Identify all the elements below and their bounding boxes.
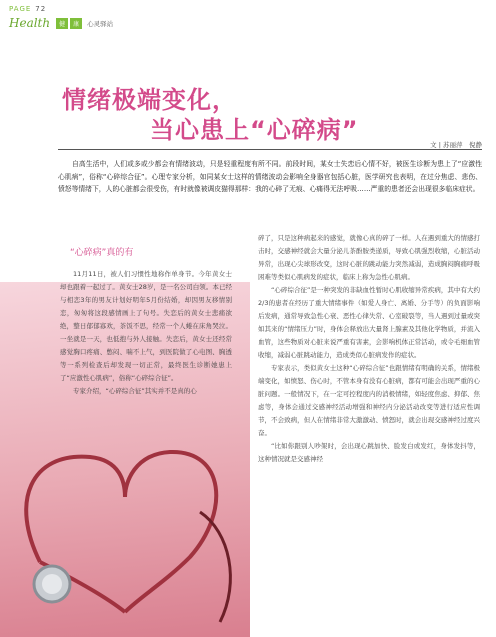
right-paragraph-4: “比如你跟别人吵架时，会出现心跳加快、脸发白或发红，身体发抖等，这种情况就是交感神经 — [258, 442, 480, 463]
page-number: 72 — [35, 5, 47, 13]
right-column — [258, 232, 480, 466]
section-en-title: Health — [9, 16, 51, 30]
subheading: “心碎病”真的有 — [70, 248, 134, 258]
byline: 文 | 苏丽萍 倪静 — [430, 141, 482, 149]
article-title-line-2: 当心患上“心碎病” — [150, 116, 359, 144]
intro-paragraph: 自高生活中，人们或多或少都会有情绪波动，只是轻重程度有所不同。前段时间，某女士失恋后心情不好，被医生诊断为患上了“应激性心肌病”，俗称“心碎综合征”。心理专家分析，如同某女士这样的情绪波动会影响全身器官包括心脏，医学研究也表明，在过分焦虑、悲伤、愤怒等情绪下，人的心脏都会很受伤，有时就像被调皮猫得那样：我的心碎了无痕、心痛得无法呼吸……严重的患者还会出现很多临床症状。 — [58, 160, 482, 193]
section-tag-1: 健 — [56, 18, 68, 29]
section-header — [9, 17, 113, 29]
page-label — [9, 5, 46, 13]
left-column — [60, 268, 232, 398]
right-paragraph-2: “心碎综合征”是一种突发的非缺血性暂时心肌收缩异常疾病，其中有大约2/3的患者在经历了重大情绪事件（如爱人身亡、离婚、分手等）的负面影响后发病，通常导致急性心衰、恶性心律失常、心室破裂等，当人遇到过量或突如其来的“情绪压力”时，身体会释放出大量肾上腺素及其他化学物质，并流入血管，这些物质对心脏来说严重有害素，会影响机体正常活动，或令毛细血管收缩，减弱心脏跳动能力，造成类似心脏病发作的症状。 — [258, 286, 480, 359]
right-paragraph-3: 专家表示，类似黄女士这种“心碎综合征”也跟情绪有明确的关系，情绪极端变化，如愤怒、伤心时，不管本身有没有心脏病，都有可能会出现严重的心脏问题。一般情况下，在一定可控程度内的消极情绪，如轻度焦虑、抑郁、焦虑等，身体会通过交感神经活动增强和神经内分泌活动改变等进行适应性调节，不会致病，但人在情绪非常大激激动、愤怒时，就会出现交感神经过度兴奋。 — [258, 364, 480, 437]
divider — [58, 149, 482, 150]
page-prefix: PAGE — [9, 5, 32, 13]
article-title-line-1: 情绪极端变化， — [62, 86, 237, 114]
right-paragraph-1: 碎了，只是这种病起来的感觉，就像心真的碎了一样。人在遇到重大的情感打击时，交感神经就会大量分泌儿茶酚胺类递质，导致心肌强烈收缩，心脏活动异常，出现心尖球形改变，这时心脏的跳动能力突然减弱，造成胸闷胸痛呼吸困难等类似心肌病发的症状，临床上称为急性心肌病。 — [258, 234, 480, 281]
left-paragraph-1: 11月11日，被人们习惯性地称作单身节。今年黄女士却也跟着一起过了。黄女士28岁，是一名公司白领。本已经与相恋3年的男友计划好明年5月份结婚，却因男友移情别恋，匆匆将这段感情画上了句号。失恋后的黄女士悲痛欲绝，整日郁郁寡欢，茶饭不思，经常一个人蜷在床角哭泣。一坐就是一天，也低抱与外人接触。失恋后，黄女士还经常感觉胸口疼痛、憋闷、喘不上气，到医院做了心电图、胸透等一系列检查后却发现一切正常，最终医生诊断她患上了“应激性心肌病”，俗称“心碎综合征”。 — [60, 270, 232, 382]
section-tag-2: 康 — [70, 18, 82, 29]
section-name: 心灵驿站 — [87, 19, 114, 28]
left-paragraph-2: 专家介绍，“心碎综合征”其实并不是真的心 — [73, 387, 197, 395]
